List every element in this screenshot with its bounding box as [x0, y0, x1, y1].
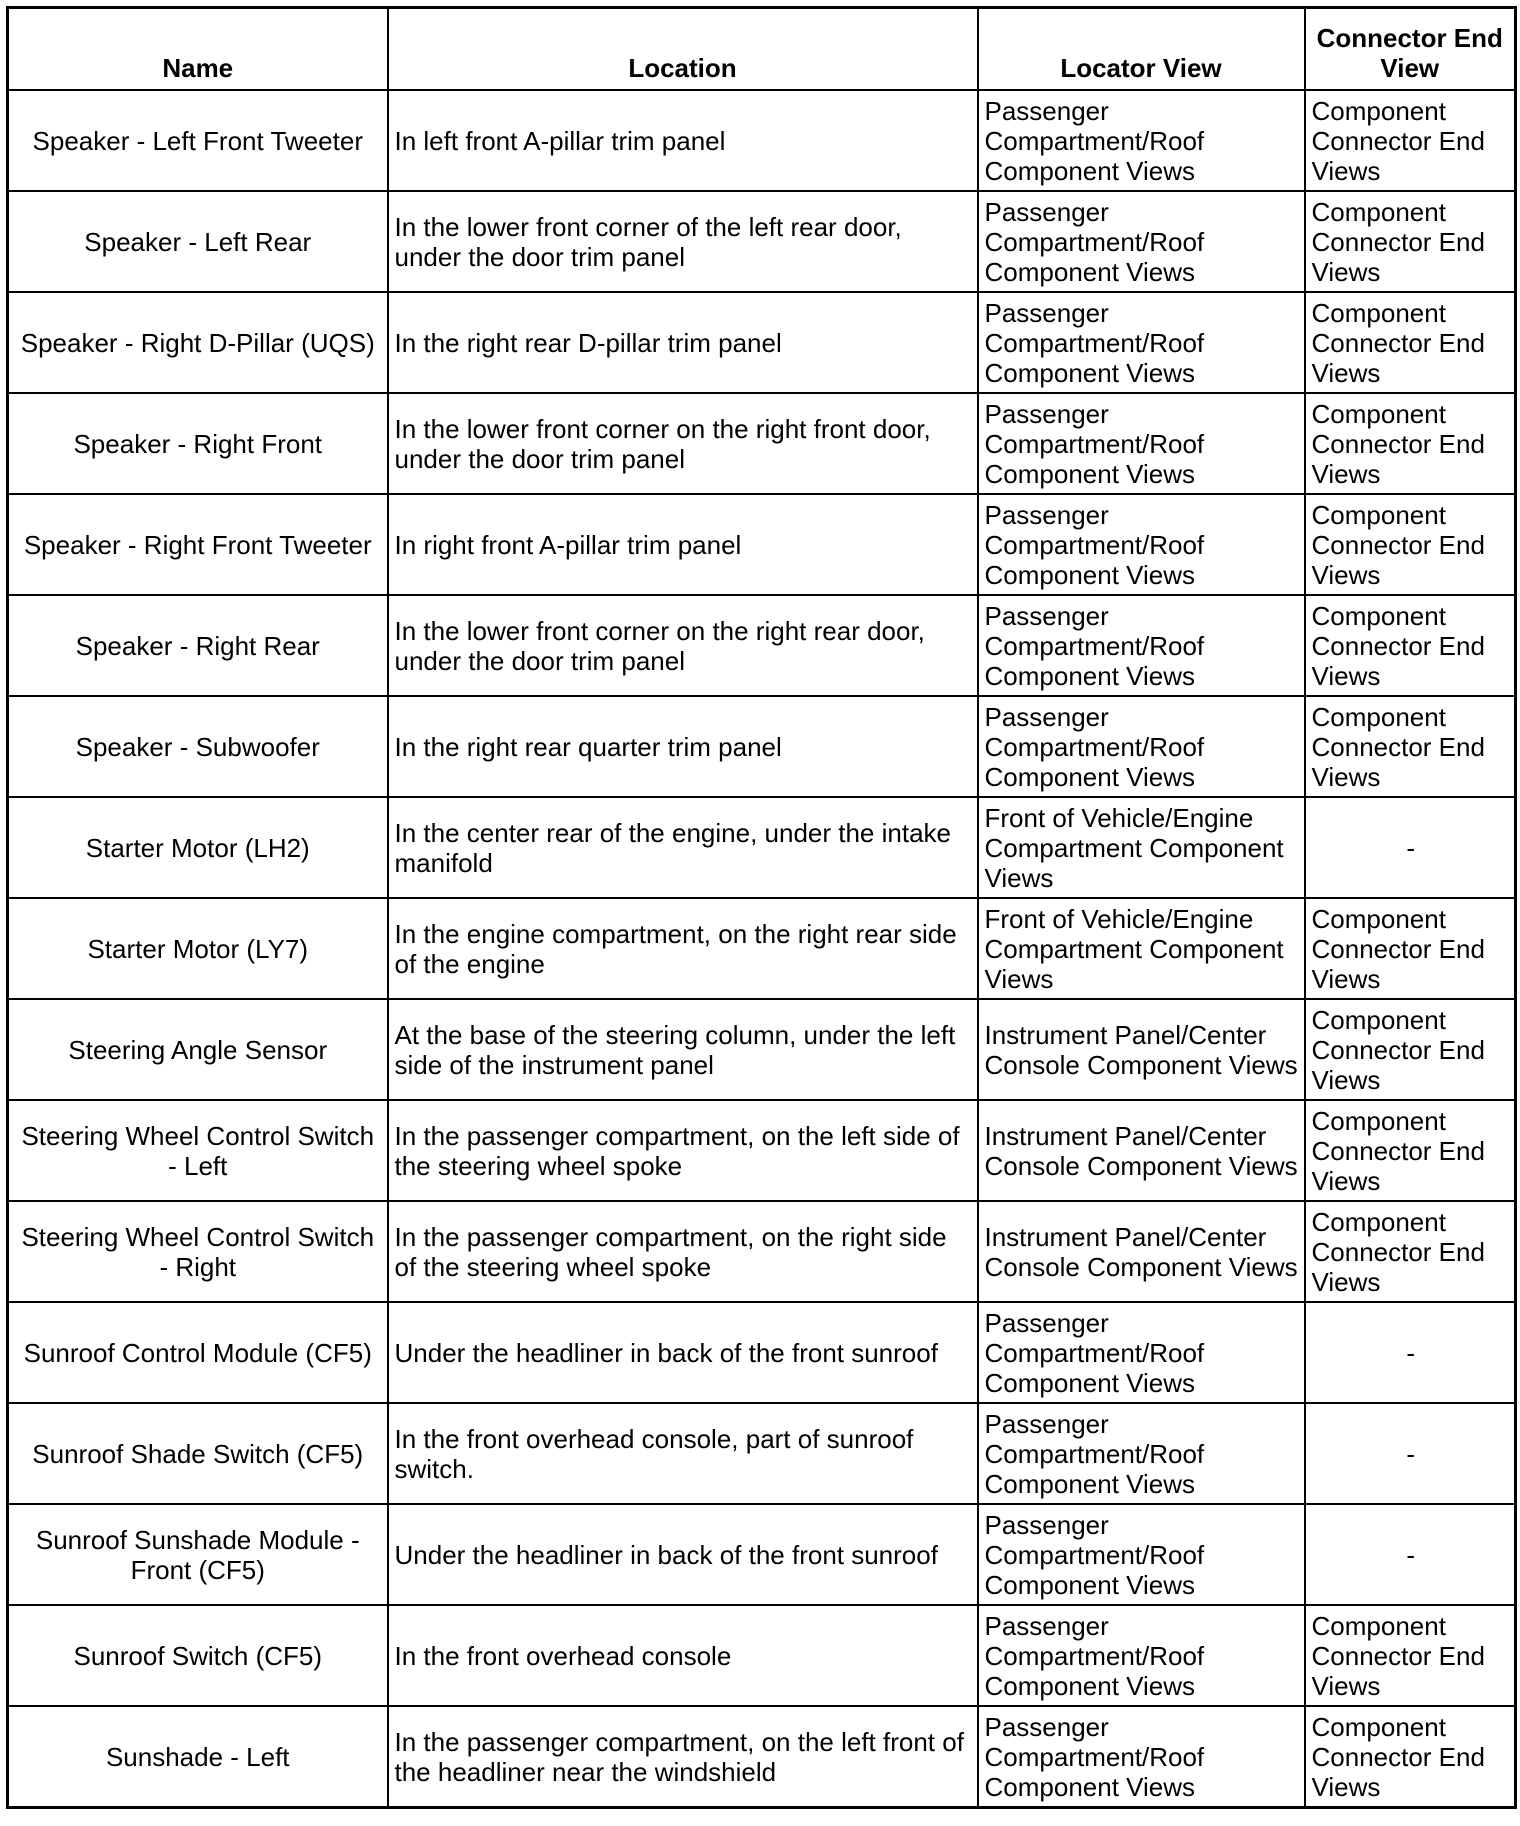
cell-locator-view: Passenger Compartment/Roof Component Views	[978, 90, 1305, 191]
table-row	[8, 898, 1516, 999]
cell-locator-view: Instrument Panel/Center Console Component Views	[978, 999, 1305, 1100]
cell-location: In the lower front corner of the left rear door, under the door trim panel	[388, 191, 978, 292]
cell-locator-view: Passenger Compartment/Roof Component Views	[978, 393, 1305, 494]
cell-location: In right front A-pillar trim panel	[388, 494, 978, 595]
table-row	[8, 393, 1516, 494]
table-row	[8, 797, 1516, 898]
table-row	[8, 1504, 1516, 1605]
cell-locator-view: Passenger Compartment/Roof Component Views	[978, 1403, 1305, 1504]
header-name: Name	[8, 8, 388, 91]
cell-connector-end-view: Component Connector End Views	[1305, 999, 1516, 1100]
cell-name: Sunshade - Left	[8, 1706, 388, 1808]
cell-location: At the base of the steering column, under the left side of the instrument panel	[388, 999, 978, 1100]
cell-name: Speaker - Right Rear	[8, 595, 388, 696]
cell-locator-view: Passenger Compartment/Roof Component Views	[978, 191, 1305, 292]
cell-location: Under the headliner in back of the front sunroof	[388, 1302, 978, 1403]
table-row	[8, 1706, 1516, 1808]
cell-name: Steering Wheel Control Switch - Right	[8, 1201, 388, 1302]
cell-connector-end-view: Component Connector End Views	[1305, 292, 1516, 393]
table-row	[8, 494, 1516, 595]
cell-name: Steering Angle Sensor	[8, 999, 388, 1100]
table-row	[8, 1100, 1516, 1201]
table-row	[8, 191, 1516, 292]
cell-connector-end-view: Component Connector End Views	[1305, 191, 1516, 292]
table-row	[8, 999, 1516, 1100]
cell-location: Under the headliner in back of the front sunroof	[388, 1504, 978, 1605]
table-row	[8, 90, 1516, 191]
cell-locator-view: Front of Vehicle/Engine Compartment Component Views	[978, 898, 1305, 999]
cell-name: Starter Motor (LY7)	[8, 898, 388, 999]
cell-location: In the passenger compartment, on the right side of the steering wheel spoke	[388, 1201, 978, 1302]
table-row	[8, 1605, 1516, 1706]
table-row	[8, 1302, 1516, 1403]
cell-connector-end-view: Component Connector End Views	[1305, 696, 1516, 797]
cell-locator-view: Passenger Compartment/Roof Component Views	[978, 1605, 1305, 1706]
cell-locator-view: Passenger Compartment/Roof Component Views	[978, 1504, 1305, 1605]
header-location: Location	[388, 8, 978, 91]
cell-location: In the center rear of the engine, under the intake manifold	[388, 797, 978, 898]
cell-connector-end-view: -	[1305, 1504, 1516, 1605]
cell-locator-view: Passenger Compartment/Roof Component Views	[978, 1706, 1305, 1808]
cell-name: Speaker - Right D-Pillar (UQS)	[8, 292, 388, 393]
cell-connector-end-view: -	[1305, 1302, 1516, 1403]
cell-locator-view: Passenger Compartment/Roof Component Views	[978, 494, 1305, 595]
cell-name: Speaker - Subwoofer	[8, 696, 388, 797]
cell-connector-end-view: Component Connector End Views	[1305, 494, 1516, 595]
cell-locator-view: Passenger Compartment/Roof Component Views	[978, 696, 1305, 797]
cell-location: In the lower front corner on the right front door, under the door trim panel	[388, 393, 978, 494]
cell-location: In the engine compartment, on the right rear side of the engine	[388, 898, 978, 999]
cell-location: In the front overhead console	[388, 1605, 978, 1706]
cell-locator-view: Instrument Panel/Center Console Component Views	[978, 1201, 1305, 1302]
cell-locator-view: Passenger Compartment/Roof Component Views	[978, 595, 1305, 696]
cell-name: Sunroof Control Module (CF5)	[8, 1302, 388, 1403]
cell-location: In the right rear D-pillar trim panel	[388, 292, 978, 393]
cell-connector-end-view: Component Connector End Views	[1305, 1706, 1516, 1808]
cell-connector-end-view: Component Connector End Views	[1305, 1100, 1516, 1201]
cell-name: Steering Wheel Control Switch - Left	[8, 1100, 388, 1201]
cell-connector-end-view: Component Connector End Views	[1305, 1605, 1516, 1706]
cell-locator-view: Passenger Compartment/Roof Component Views	[978, 1302, 1305, 1403]
table-header-row	[8, 8, 1516, 91]
cell-location: In the front overhead console, part of sunroof switch.	[388, 1403, 978, 1504]
cell-name: Speaker - Left Front Tweeter	[8, 90, 388, 191]
cell-locator-view: Front of Vehicle/Engine Compartment Component Views	[978, 797, 1305, 898]
cell-name: Starter Motor (LH2)	[8, 797, 388, 898]
cell-name: Speaker - Right Front	[8, 393, 388, 494]
table-row	[8, 1201, 1516, 1302]
cell-name: Sunroof Sunshade Module - Front (CF5)	[8, 1504, 388, 1605]
cell-connector-end-view: Component Connector End Views	[1305, 595, 1516, 696]
cell-connector-end-view: Component Connector End Views	[1305, 393, 1516, 494]
cell-name: Sunroof Shade Switch (CF5)	[8, 1403, 388, 1504]
cell-connector-end-view: Component Connector End Views	[1305, 1201, 1516, 1302]
header-locator-view: Locator View	[978, 8, 1305, 91]
cell-connector-end-view: Component Connector End Views	[1305, 898, 1516, 999]
table-row	[8, 696, 1516, 797]
table-row	[8, 595, 1516, 696]
cell-location: In the lower front corner on the right rear door, under the door trim panel	[388, 595, 978, 696]
cell-connector-end-view: -	[1305, 797, 1516, 898]
header-connector-end-view: Connector End View	[1305, 8, 1516, 91]
cell-name: Speaker - Right Front Tweeter	[8, 494, 388, 595]
table-body	[8, 90, 1516, 1808]
cell-name: Sunroof Switch (CF5)	[8, 1605, 388, 1706]
table-row	[8, 292, 1516, 393]
cell-connector-end-view: -	[1305, 1403, 1516, 1504]
cell-location: In the right rear quarter trim panel	[388, 696, 978, 797]
cell-locator-view: Instrument Panel/Center Console Component Views	[978, 1100, 1305, 1201]
cell-name: Speaker - Left Rear	[8, 191, 388, 292]
cell-location: In the passenger compartment, on the left side of the steering wheel spoke	[388, 1100, 978, 1201]
table-row	[8, 1403, 1516, 1504]
component-locator-table	[6, 6, 1517, 1809]
cell-location: In the passenger compartment, on the left front of the headliner near the windshield	[388, 1706, 978, 1808]
cell-locator-view: Passenger Compartment/Roof Component Views	[978, 292, 1305, 393]
cell-location: In left front A-pillar trim panel	[388, 90, 978, 191]
cell-connector-end-view: Component Connector End Views	[1305, 90, 1516, 191]
